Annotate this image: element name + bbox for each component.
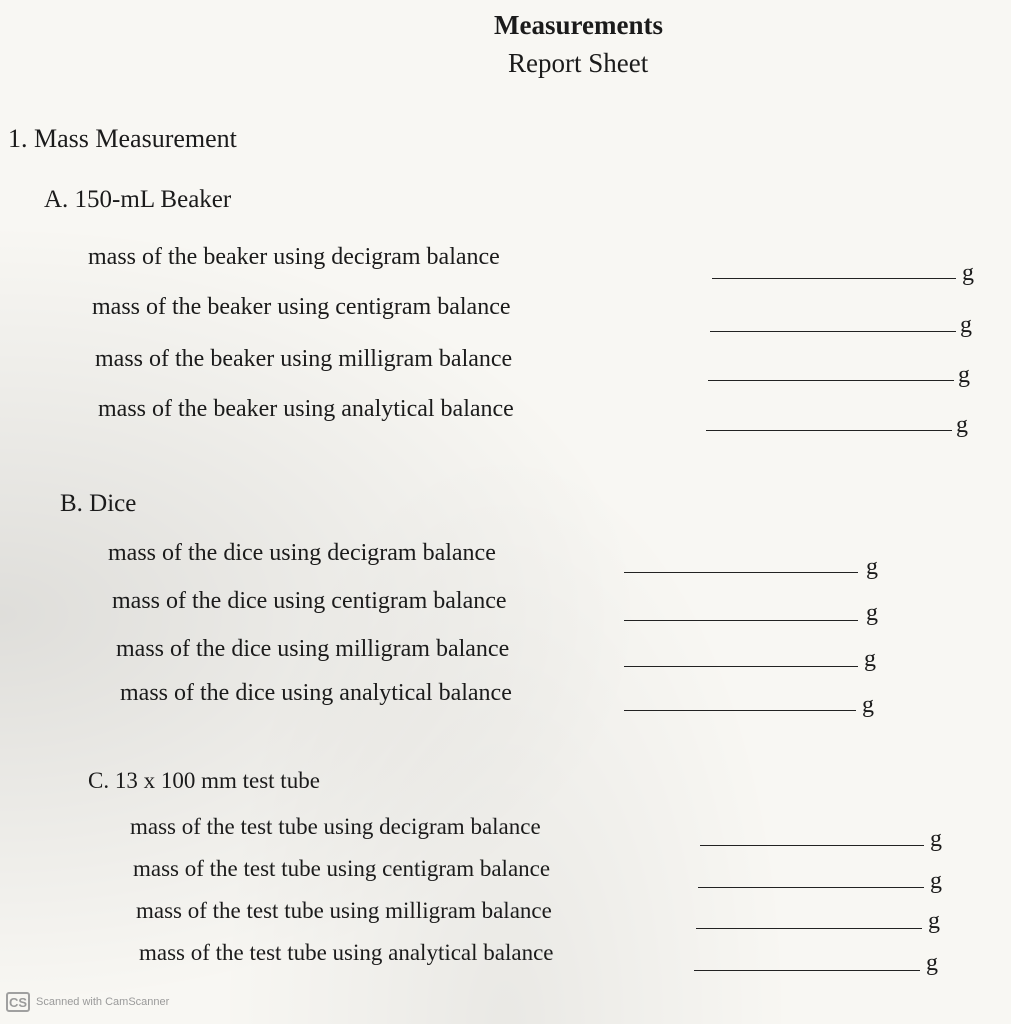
document-subtitle: Report Sheet [508,48,649,78]
part-b-row-3-blank[interactable] [624,666,858,667]
part-c-row-3-unit: g [928,908,940,934]
part-c-row-4-label: mass of the test tube using analytical balance [139,940,554,965]
part-b-row-2-label: mass of the dice using centigram balance [112,588,507,614]
part-a-row-3-unit: g [958,362,970,388]
part-b-row-4-label: mass of the dice using analytical balance [120,680,512,706]
part-b-row-3-label: mass of the dice using milligram balance [116,636,510,662]
section-heading-mass-measurement: 1. Mass Measurement [8,124,237,153]
part-b-row-1-unit: g [866,554,878,580]
part-a-row-3-label: mass of the beaker using milligram balance [95,346,513,372]
part-a-row-2-label: mass of the beaker using centigram balance [92,294,511,320]
part-b-row-1-label: mass of the dice using decigram balance [108,540,496,566]
part-c-row-4-blank[interactable] [694,970,920,971]
part-c-row-2-label: mass of the test tube using centigram balance [133,856,551,881]
camscanner-text: Scanned with CamScanner [36,996,170,1008]
part-c-row-1-label: mass of the test tube using decigram balance [130,814,541,839]
part-c-row-2-blank[interactable] [698,887,924,888]
part-a-row-1-unit: g [962,260,974,286]
part-c-row-4-unit: g [926,950,938,976]
camscanner-logo-icon: CS [6,992,30,1012]
camscanner-watermark [6,992,169,1012]
part-b-row-1-blank[interactable] [624,572,858,573]
part-b-row-4-blank[interactable] [624,710,856,711]
part-b-row-4-unit: g [862,692,874,718]
part-b-row-2-blank[interactable] [624,620,858,621]
part-a-row-1-blank[interactable] [712,278,956,279]
part-a-row-3-blank[interactable] [708,380,954,381]
part-b-row-2-unit: g [866,600,878,626]
part-a-row-4-blank[interactable] [706,430,952,431]
part-c-row-2-unit: g [930,868,942,894]
part-c-row-1-unit: g [930,826,942,852]
part-a-row-4-unit: g [956,412,968,438]
part-a-row-4-label: mass of the beaker using analytical balance [98,396,514,422]
part-c-row-3-label: mass of the test tube using milligram balance [136,898,552,923]
part-c-heading: C. 13 x 100 mm test tube [88,768,320,793]
part-b-heading: B. Dice [60,490,137,517]
part-c-row-3-blank[interactable] [696,928,922,929]
part-a-row-2-blank[interactable] [710,331,956,332]
part-a-heading: A. 150-mL Beaker [44,186,232,213]
part-c-row-1-blank[interactable] [700,845,924,846]
part-a-row-2-unit: g [960,312,972,338]
part-b-row-3-unit: g [864,646,876,672]
part-a-row-1-label: mass of the beaker using decigram balance [88,244,500,270]
document-title: Measurements [494,10,663,40]
